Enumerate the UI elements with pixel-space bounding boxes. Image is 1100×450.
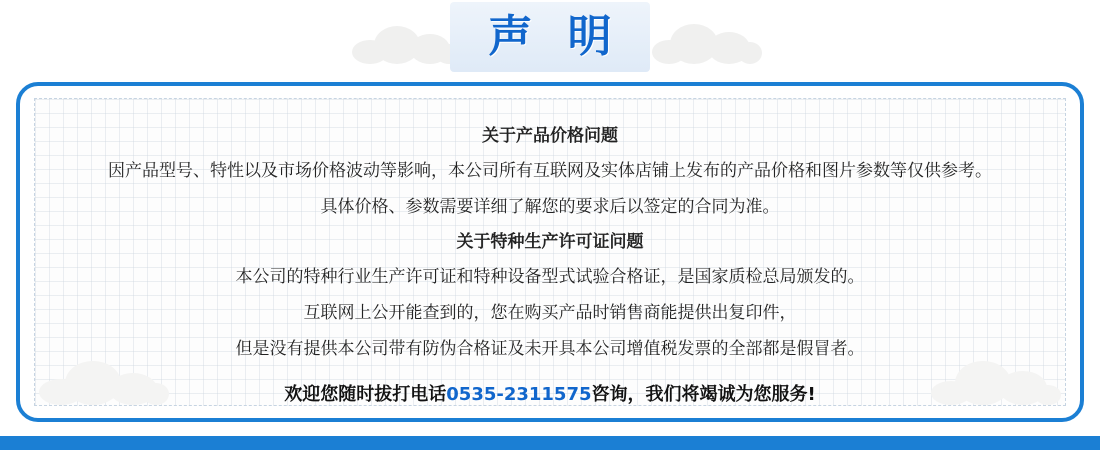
title-area bbox=[0, 0, 1100, 82]
section-paragraph: 具体价格、参数需要详细了解您的要求后以签定的合同为准。 bbox=[320, 197, 780, 217]
contact-suffix: 咨询，我们将竭诚为您服务! bbox=[591, 384, 816, 405]
bottom-accent-bar bbox=[0, 436, 1100, 450]
contact-phone-number[interactable]: 0535-2311575 bbox=[446, 384, 592, 405]
section-paragraph: 因产品型号、特性以及市场价格波动等影响，本公司所有互联网及实体店铺上发布的产品价格和图片参数等仅供参考。 bbox=[108, 161, 992, 181]
section-paragraph: 本公司的特种行业生产许可证和特种设备型式试验合格证，是国家质检总局颁发的。 bbox=[235, 267, 865, 287]
section-heading-price: 关于产品价格问题 bbox=[482, 126, 618, 146]
statement-frame bbox=[16, 82, 1084, 422]
cloud-icon-right bbox=[652, 18, 762, 64]
contact-prefix: 欢迎您随时拔打电话 bbox=[284, 384, 447, 405]
section-paragraph: 互联网上公开能查到的，您在购买产品时销售商能提供出复印件， bbox=[303, 303, 797, 323]
page-title: 声 明 bbox=[488, 11, 622, 62]
section-paragraph: 但是没有提供本公司带有防伪合格证及未开具本公司增值税发票的全部都是假冒者。 bbox=[235, 339, 865, 359]
statement-panel bbox=[34, 98, 1066, 406]
page-title-badge bbox=[450, 2, 650, 72]
contact-line bbox=[63, 379, 1037, 406]
section-heading-license: 关于特种生产许可证问题 bbox=[456, 232, 644, 252]
cloud-icon-left bbox=[352, 22, 462, 64]
statement-content bbox=[35, 99, 1065, 406]
